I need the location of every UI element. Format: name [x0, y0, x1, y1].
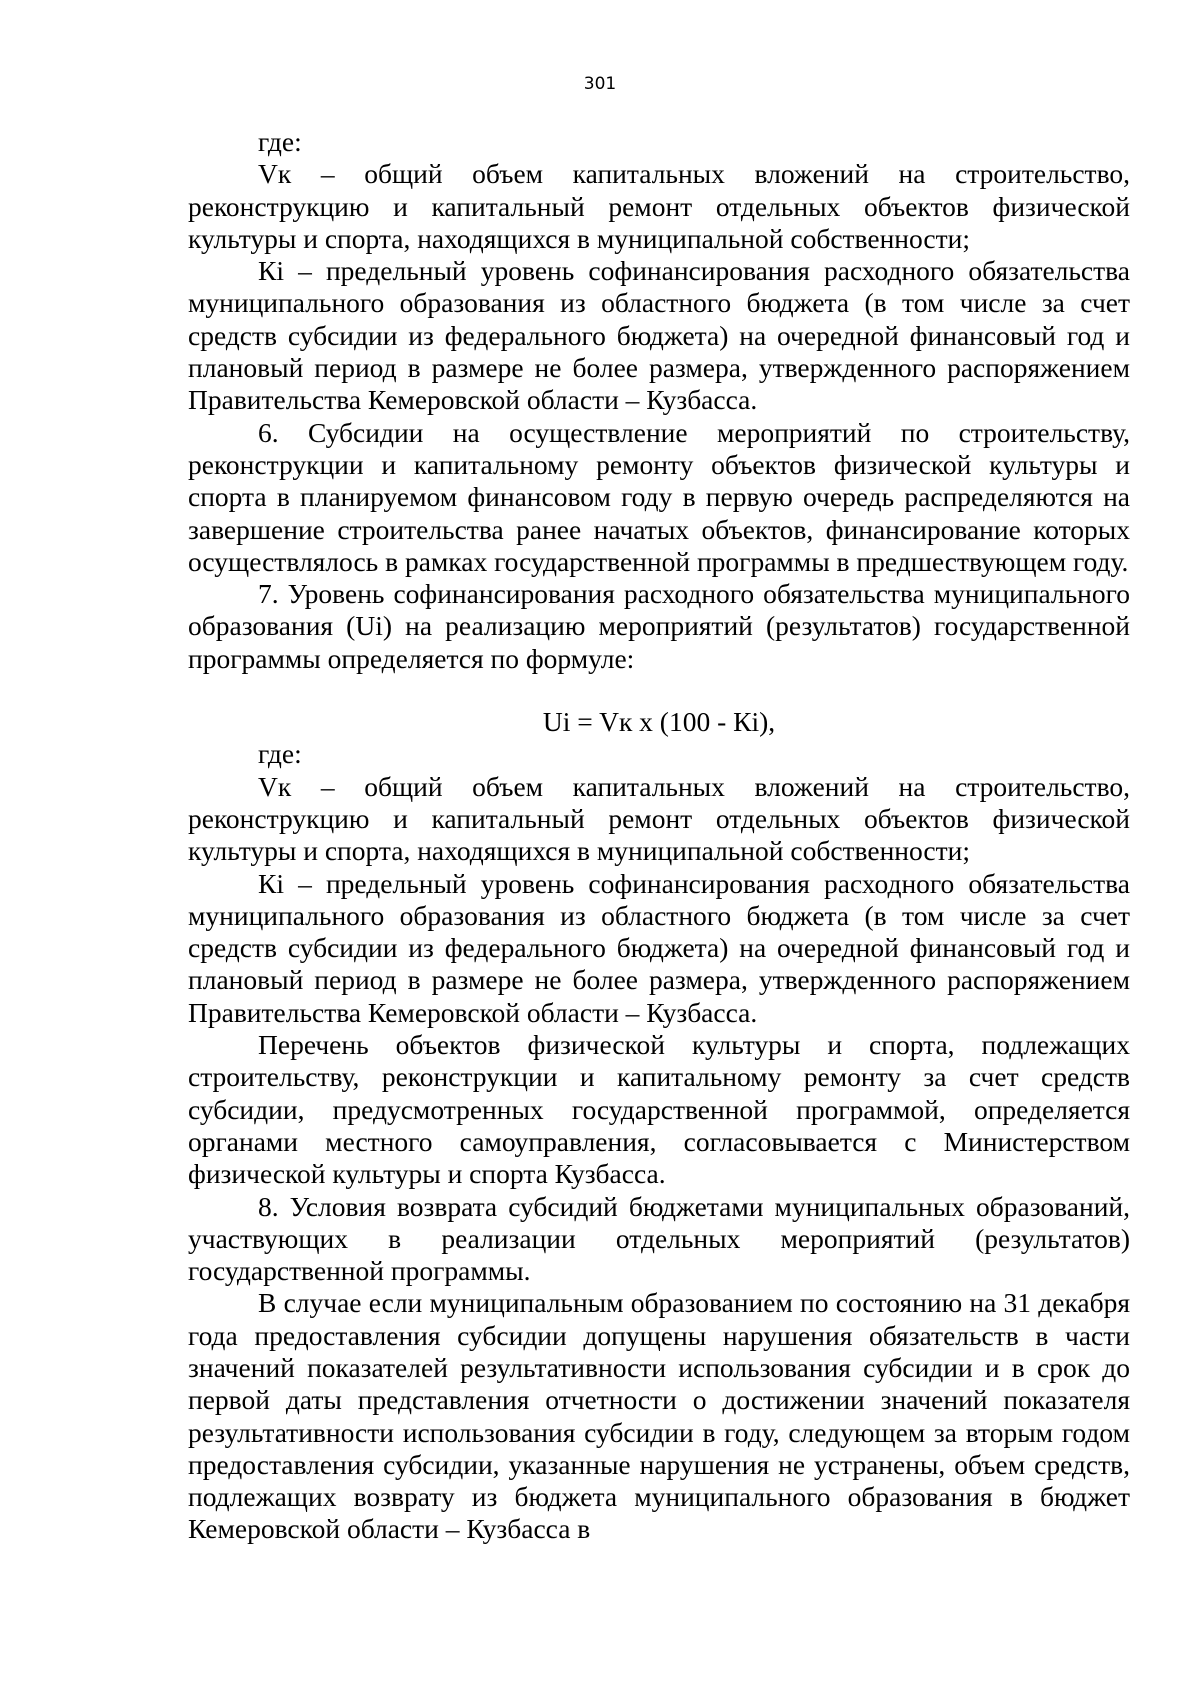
paragraph-item-7: 7. Уровень софинансирования расходного обязательства муниципального образования (Ui) на реализацию мероприятий (результатов) государственной программы определяется по формуле:: [188, 578, 1130, 674]
document-body: [188, 126, 1130, 1546]
paragraph-vk-definition-2: Vк – общий объем капитальных вложений на строительство, реконструкцию и капитальный ремонт отдельных объектов физической культуры и спорта, находящихся в муниципальной собственности;: [188, 770, 1130, 867]
paragraph-where-label-2: где:: [258, 738, 302, 770]
paragraph-objects-list: Перечень объектов физической культуры и спорта, подлежащих строительству, реконструкции и капитальному ремонту за счет средств субсидии, предусмотренных государственной программой, определяется органами местного самоуправления, согласовывается с Министерством физической культуры и спорта Кузбасса.: [188, 1029, 1130, 1190]
paragraph-return-conditions: В случае если муниципальным образованием по состоянию на 31 декабря года предоставления субсидии допущены нарушения обязательств в части значений показателей результативности использования субсидии и в срок до первой даты представления отчетности о достижении значений показателя результативности использования субсидии в году, следующем за вторым годом предоставления субсидии, указанные нарушения не устранены, объем средств, подлежащих возврату из бюджета муниципального образования в бюджет Кемеровской области – Кузбасса в: [188, 1287, 1130, 1545]
paragraph-item-6: 6. Субсидии на осуществление мероприятий по строительству, реконструкции и капитальному ремонту объектов физической культуры и спорта в планируемом финансовом году в первую очередь распределяются на завершение строительства ранее начатых объектов, финансирование которых осуществлялось в рамках государственной программы в предшествующем году.: [188, 416, 1130, 577]
page-number: 301: [583, 74, 617, 94]
paragraph-vk-definition: Vк – общий объем капитальных вложений на строительство, реконструкцию и капитальный ремонт отдельных объектов физической культуры и спорта, находящихся в муниципальной собственности;: [188, 158, 1130, 254]
formula: Ui = Vк х (100 - Кi),: [542, 706, 776, 738]
paragraph-ki-definition: Кi – предельный уровень софинансирования расходного обязательства муниципального образования из областного бюджета (в том числе за счет средств субсидии из федерального бюджета) на очередной финансовый год и плановый период в размере не более размера, утвержденного распоряжением Правительства Кемеровской области – Кузбасса.: [188, 255, 1130, 416]
paragraph-item-8: 8. Условия возврата субсидий бюджетами муниципальных образований, участвующих в реализации отдельных мероприятий (результатов) государственной программы.: [188, 1190, 1130, 1287]
paragraph-where-label: где:: [258, 126, 302, 157]
paragraph-ki-definition-2: Кi – предельный уровень софинансирования расходного обязательства муниципального образования из областного бюджета (в том числе за счет средств субсидии из федерального бюджета) на очередной финансовый год и плановый период в размере не более размера, утвержденного распоряжением Правительства Кемеровской области – Кузбасса.: [188, 867, 1130, 1028]
